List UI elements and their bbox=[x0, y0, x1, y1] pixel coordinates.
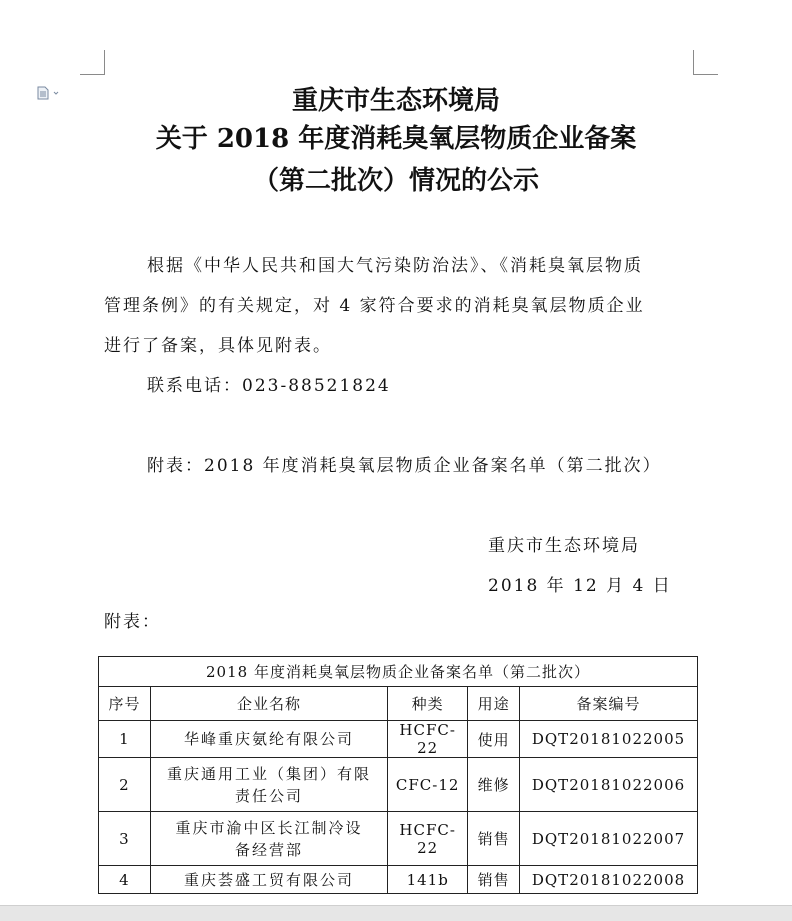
attachment-label: 附表： bbox=[104, 612, 161, 632]
page-corner-top-right bbox=[693, 50, 718, 75]
signature-agency: 重庆市生态环境局 bbox=[488, 536, 640, 556]
body-paragraph-line-3: 进行了备案，具体见附表。 bbox=[104, 336, 332, 356]
table-caption-row bbox=[99, 657, 698, 687]
row-name-line-2: 备经营部 bbox=[235, 840, 304, 859]
row-type: 141b bbox=[388, 866, 468, 894]
table-caption: 2018 年度消耗臭氧层物质企业备案名单（第二批次） bbox=[99, 657, 698, 687]
row-code: DQT20181022006 bbox=[520, 758, 698, 812]
window-bottom-bar bbox=[0, 905, 792, 921]
title-line-2: 关于 2018 年度消耗臭氧层物质企业备案 bbox=[155, 124, 637, 154]
signature-date: 2018 年 12 月 4 日 bbox=[488, 576, 672, 596]
row-name bbox=[150, 721, 387, 758]
body-paragraph-line-2: 管理条例》的有关规定，对 4 家符合要求的消耗臭氧层物质企业 bbox=[104, 296, 645, 316]
row-use: 维修 bbox=[468, 758, 520, 812]
row-no: 3 bbox=[99, 812, 151, 866]
row-name-line-1: 重庆通用工业（集团）有限 bbox=[167, 764, 372, 783]
header-name: 企业名称 bbox=[150, 687, 387, 721]
header-use: 用途 bbox=[468, 687, 520, 721]
row-type: CFC-12 bbox=[388, 758, 468, 812]
row-type: HCFC-22 bbox=[388, 721, 468, 758]
contact-phone: 联系电话：023-88521824 bbox=[147, 376, 391, 396]
enterprise-table bbox=[98, 656, 698, 894]
row-no: 1 bbox=[99, 721, 151, 758]
header-type: 种类 bbox=[388, 687, 468, 721]
row-use: 使用 bbox=[468, 721, 520, 758]
row-name-line-1: 重庆市渝中区长江制冷设 bbox=[175, 818, 363, 837]
row-name bbox=[150, 758, 387, 812]
row-code: DQT20181022008 bbox=[520, 866, 698, 894]
body-paragraph-line-1: 根据《中华人民共和国大气污染防治法》、《消耗臭氧层物质 bbox=[147, 256, 643, 276]
table-row bbox=[99, 721, 698, 758]
row-code: DQT20181022007 bbox=[520, 812, 698, 866]
page-corner-top-left bbox=[80, 50, 105, 75]
header-code: 备案编号 bbox=[520, 687, 698, 721]
title-line-3: （第二批次）情况的公示 bbox=[252, 166, 539, 196]
row-no: 4 bbox=[99, 866, 151, 894]
table-header-row bbox=[99, 687, 698, 721]
table-row bbox=[99, 758, 698, 812]
row-type: HCFC-22 bbox=[388, 812, 468, 866]
row-name-line-1: 重庆荟盛工贸有限公司 bbox=[184, 870, 355, 889]
title-line-1: 重庆市生态环境局 bbox=[291, 86, 500, 116]
row-no: 2 bbox=[99, 758, 151, 812]
table-row bbox=[99, 812, 698, 866]
row-use: 销售 bbox=[468, 866, 520, 894]
row-name bbox=[150, 866, 387, 894]
header-no: 序号 bbox=[99, 687, 151, 721]
row-code: DQT20181022005 bbox=[520, 721, 698, 758]
row-name-line-2: 责任公司 bbox=[235, 786, 304, 805]
attachment-note: 附表：2018 年度消耗臭氧层物质企业备案名单（第二批次） bbox=[147, 456, 662, 476]
row-name-line-1: 华峰重庆氨纶有限公司 bbox=[184, 730, 355, 748]
table-row bbox=[99, 866, 698, 894]
row-use: 销售 bbox=[468, 812, 520, 866]
row-name bbox=[150, 812, 387, 866]
